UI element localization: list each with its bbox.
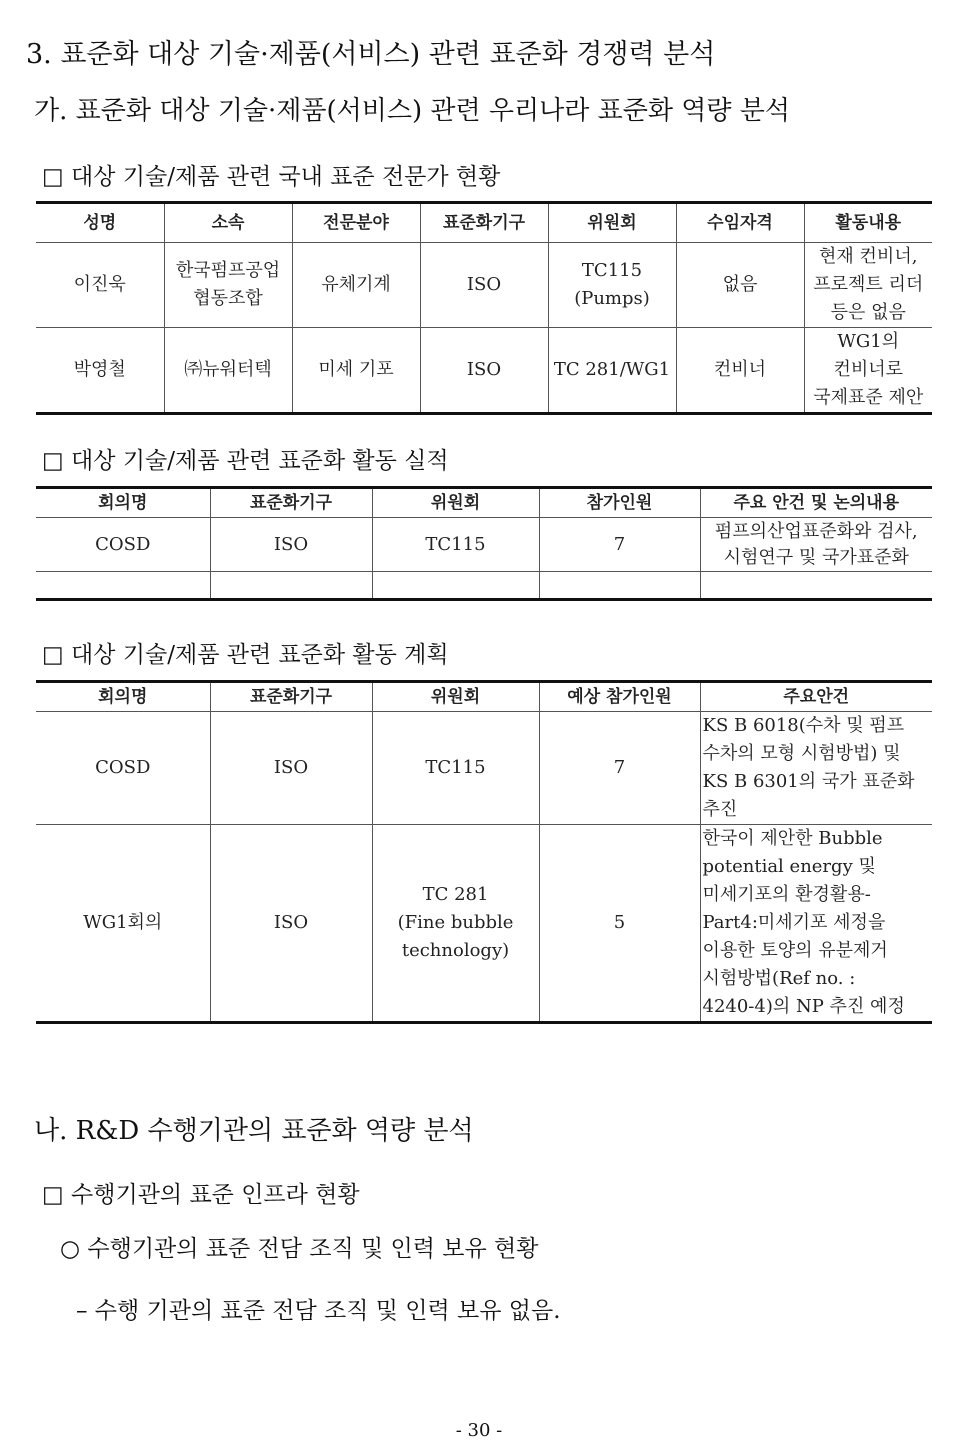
table-header: 위원회 <box>548 203 676 243</box>
activities-table <box>36 486 932 601</box>
table-cell: 없음 <box>676 243 804 328</box>
table-cell: 미세 기포 <box>292 328 420 414</box>
table-cell: 한국이 제안한 Bubble potential energy 및 미세기포의 환경활용- Part4:미세기포 세정을 이용한 토양의 유분제거 시험방법(Ref no. : 4240-4)의 NP 추진 예정 <box>700 825 932 1023</box>
bullet-item: ○ 수행기관의 표준 전담 조직 및 인력 보유 현황 <box>60 1236 539 1262</box>
table-cell: TC 281 (Fine bubble technology) <box>372 825 539 1023</box>
table-cell: 펌프의산업표준화와 검사, 시험연구 및 국가표준화 <box>700 518 932 572</box>
table-header: 위원회 <box>372 682 539 712</box>
table-cell: TC115 (Pumps) <box>548 243 676 328</box>
table-row <box>36 328 932 414</box>
page-heading: 3. 표준화 대상 기술·제품(서비스) 관련 표준화 경쟁력 분석 <box>26 39 716 70</box>
page-number: - 30 - <box>455 1420 503 1441</box>
table-header: 성명 <box>36 203 164 243</box>
table-header: 소속 <box>164 203 292 243</box>
section-title-infra: □ 수행기관의 표준 인프라 현황 <box>42 1182 360 1208</box>
table-header: 주요 안건 및 논의내용 <box>700 488 932 518</box>
table-cell: TC 281/WG1 <box>548 328 676 414</box>
table-row <box>36 825 932 1023</box>
table-header: 회의명 <box>36 488 210 518</box>
table-header: 표준화기구 <box>210 682 372 712</box>
section-title-plans: □ 대상 기술/제품 관련 표준화 활동 계획 <box>42 642 449 668</box>
table-cell: ISO <box>210 712 372 825</box>
table-cell <box>539 572 700 600</box>
experts-table <box>36 201 932 415</box>
table-row <box>36 572 932 600</box>
section-title-activities: □ 대상 기술/제품 관련 표준화 활동 실적 <box>42 448 449 474</box>
table-cell: ISO <box>420 243 548 328</box>
table-cell: 유체기계 <box>292 243 420 328</box>
table-cell: KS B 6018(수차 및 펌프 수차의 모형 시험방법) 및 KS B 6301의 국가 표준화 추진 <box>700 712 932 825</box>
table-header: 표준화기구 <box>210 488 372 518</box>
table-cell: 7 <box>539 712 700 825</box>
table-cell: 한국펌프공업 협동조합 <box>164 243 292 328</box>
table-cell: 현재 컨비너, 프로젝트 리더 등은 없음 <box>804 243 932 328</box>
table-header: 회의명 <box>36 682 210 712</box>
table-header: 위원회 <box>372 488 539 518</box>
table-cell: 이진욱 <box>36 243 164 328</box>
table-cell <box>36 572 210 600</box>
table-header: 전문분야 <box>292 203 420 243</box>
table-cell: ㈜뉴워터텍 <box>164 328 292 414</box>
table-row <box>36 712 932 825</box>
table-header: 표준화기구 <box>420 203 548 243</box>
dash-item: – 수행 기관의 표준 전담 조직 및 인력 보유 없음. <box>76 1298 561 1324</box>
table-header: 예상 참가인원 <box>539 682 700 712</box>
table-header: 주요안건 <box>700 682 932 712</box>
table-row <box>36 243 932 328</box>
table-cell: WG1회의 <box>36 825 210 1023</box>
table-cell: ISO <box>210 518 372 572</box>
subheading-a: 가. 표준화 대상 기술·제품(서비스) 관련 우리나라 표준화 역량 분석 <box>34 96 790 126</box>
table-header: 활동내용 <box>804 203 932 243</box>
table-row <box>36 518 932 572</box>
table-cell: 5 <box>539 825 700 1023</box>
table-cell: COSD <box>36 712 210 825</box>
plans-table <box>36 680 932 1024</box>
table-cell: ISO <box>210 825 372 1023</box>
table-cell: 컨비너 <box>676 328 804 414</box>
table-cell: ISO <box>420 328 548 414</box>
table-cell <box>210 572 372 600</box>
table-cell: TC115 <box>372 712 539 825</box>
table-cell: 7 <box>539 518 700 572</box>
table-header: 수임자격 <box>676 203 804 243</box>
table-cell: TC115 <box>372 518 539 572</box>
table-header: 참가인원 <box>539 488 700 518</box>
table-cell: WG1의 컨비너로 국제표준 제안 <box>804 328 932 414</box>
table-cell: 박영철 <box>36 328 164 414</box>
section-title-experts: □ 대상 기술/제품 관련 국내 표준 전문가 현황 <box>42 164 501 190</box>
subheading-b: 나. R&D 수행기관의 표준화 역량 분석 <box>34 1116 474 1146</box>
table-cell: COSD <box>36 518 210 572</box>
table-cell <box>700 572 932 600</box>
table-cell <box>372 572 539 600</box>
